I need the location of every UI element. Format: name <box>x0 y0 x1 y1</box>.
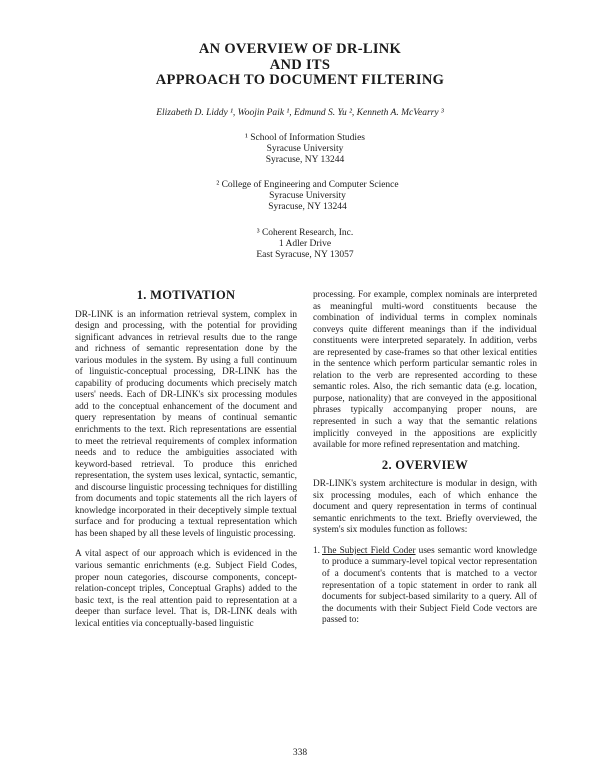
affiliation-1-line-2: Syracuse University <box>266 144 344 155</box>
affiliation-3 <box>235 228 375 262</box>
motivation-paragraph-3: processing. For example, complex nominals are interpreted as meaningful multi-word constituents because the combination of individual terms in complex nominals conveys quite different meanings than if the individual constituents were interpreted separately. In addition, verbs are represented by case-frames so that other lexical entities in the sentence which perform particular semantic roles in relation to the verb are represented according to these semantic roles. Also, the rich semantic data (e.g. location, purpose, nationality) that are conveyed in the appositional phrases typically accompanying proper nouns, are represented in such a way that the semantic relations implicitly conveyed in the appositions are explicitly available for more refined representation and matching. <box>313 290 537 451</box>
page-number: 338 <box>292 748 308 758</box>
paper-title <box>0 42 600 89</box>
motivation-paragraph-2: A vital aspect of our approach which is evidenced in the various semantic enrichments (e.g. Subject Field Codes, proper noun categories, discourse components, concept-relation-concept triples, Conceptual Graphs) added to the basic text, is the real attention paid to representation at a deeper than surface level. That is, DR-LINK deals with lexical entities via conceptually-based linguistic <box>75 549 297 629</box>
section-heading-motivation: 1. MOTIVATION <box>136 288 236 302</box>
affiliation-2-line-3: Syracuse, NY 13244 <box>268 202 347 213</box>
section-heading-overview: 2. OVERVIEW <box>381 457 469 472</box>
title-line-2: AND ITS <box>269 56 331 73</box>
right-column <box>313 290 537 627</box>
list-item <box>313 546 537 627</box>
list-item-body <box>322 546 537 627</box>
affiliation-1 <box>240 133 370 167</box>
affiliation-1-line-1: ¹ School of Information Studies <box>244 133 365 143</box>
affiliation-3-line-3: East Syracuse, NY 13057 <box>256 250 354 261</box>
list-item-number: 1. <box>313 545 320 556</box>
author-list: Elizabeth D. Liddy ¹, Woojin Paik ¹, Edmund S. Yu ², Kenneth A. McVearry ³ <box>156 108 444 118</box>
affiliation-2-line-2: Syracuse University <box>269 191 346 202</box>
list-item-term: The Subject Field Coder <box>322 545 416 556</box>
left-column <box>75 290 297 630</box>
affiliation-2-line-1: ² College of Engineering and Computer Science <box>216 180 399 190</box>
title-line-3: APPROACH TO DOCUMENT FILTERING <box>155 72 445 88</box>
affiliation-1-line-3: Syracuse, NY 13244 <box>265 155 345 166</box>
overview-paragraph-1: DR-LINK's system architecture is modular in design, with six processing modules, each of which enhance the document and query representation in terms of continual semantic enrichments to the text. Briefly overviewed, the system's six modules function as follows: <box>313 479 537 536</box>
affiliation-3-line-1: ³ Coherent Research, Inc. <box>256 228 354 238</box>
list-item-text: uses semantic word knowledge to produce a summary-level topical vector representation of a document's contents that is matched to a vector representation of a topic statement in order to rank all documents for subject-based similarity to a query. All of the documents with their Subject Field Code vectors are passed to: <box>322 545 537 626</box>
affiliation-3-line-2: 1 Adler Drive <box>278 239 332 250</box>
motivation-paragraph-1: DR-LINK is an information retrieval system, complex in design and processing, with the potential for providing significant advances in retrieval results due to the range and richness of semantic representation done by the various modules in the system. By using a full continuum of linguistic-conceptual processing, DR-LINK has the capability of producing documents which precisely match users' needs. Each of DR-LINK's six processing modules add to the conceptual enhancement of the document and query representation by means of continual semantic enrichments to the text. Rich representations are essential to meet the retrieval requirements of complex information needs and to reduce the ambiguities associated with keyword-based retrieval. To produce this enriched representation, the system uses lexical, syntactic, semantic, and discourse linguistic processing techniques for distilling from documents and topic statements all the rich layers of knowledge incorporated in their deceptively simple textual surface and for producing a textual representation which has been shaped by all these levels of linguistic processing. <box>75 309 297 539</box>
title-line-1: AN OVERVIEW OF DR-LINK <box>198 41 402 57</box>
affiliation-2 <box>195 180 420 214</box>
